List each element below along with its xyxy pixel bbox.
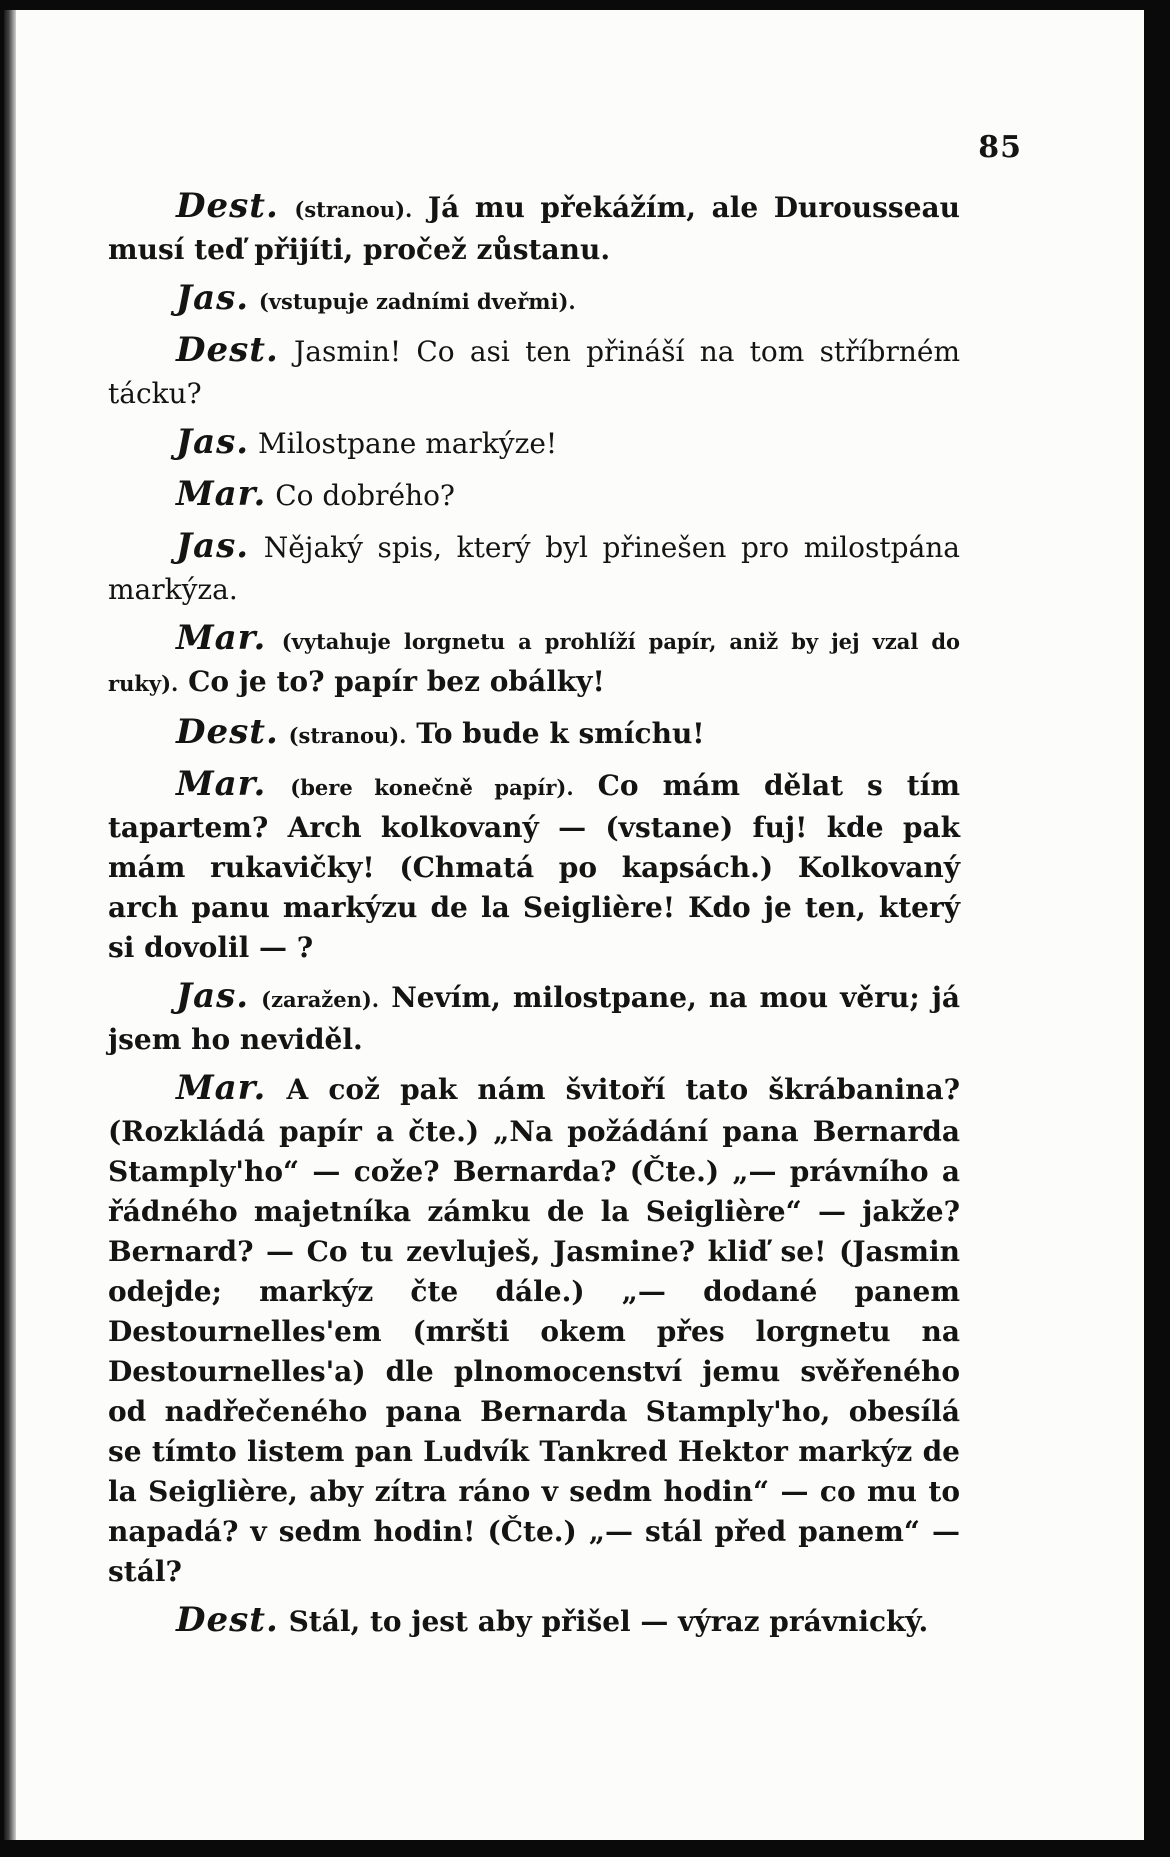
speaker-name: Mar. (176, 474, 267, 514)
speech-text: Co mám dělat s tím tapartem? Arch kolkovaný — (vstane) fuj! kde pak mám rukavičky! (Chmatá po kapsách.) Kolkovaný arch panu markýzu de la Seiglière! Kdo je ten, který si dovolil — ? (108, 769, 960, 964)
speech-text: Milostpane markýze! (258, 427, 558, 460)
speech-line (108, 278, 960, 322)
stage-direction: (zaražen). (261, 987, 380, 1012)
speech-text: To bude k smíchu! (416, 717, 705, 750)
speaker-name: Jas. (176, 526, 250, 566)
speech-line (108, 1600, 960, 1644)
speech-text: Co dobrého? (275, 479, 455, 512)
speaker-name: Mar. (176, 1068, 267, 1108)
speech-text: Nevím, milostpane, na mou věru; já jsem ho neviděl. (108, 981, 961, 1056)
speech-line (108, 712, 960, 756)
speech-line (108, 976, 960, 1060)
speaker-name: Jas. (176, 976, 250, 1016)
stage-direction: (stranou). (288, 723, 407, 748)
stage-direction: (stranou). (294, 197, 413, 222)
speech-line (108, 764, 960, 968)
speech-line (108, 422, 960, 466)
speech-text: Jasmin! Co asi ten přináší na tom stříbrném tácku? (108, 335, 960, 410)
speech-text: Co je to? papír bez obálky! (188, 665, 605, 698)
speaker-name: Dest. (176, 186, 279, 226)
page-gutter-shadow (4, 10, 16, 1840)
dialogue-text (108, 186, 960, 1652)
speech-text: Já mu překážím, ale Durousseau musí teď přijíti, pročež zůstanu. (108, 191, 961, 266)
book-page (4, 10, 1144, 1840)
speech-text: A což pak nám švitoří tato škrábanina? (Rozkládá papír a čte.) „Na požádání pana Bernarda Stamply'ho“ — cože? Bernarda? (Čte.) „— právního a řádného majetníka zámku de la Seiglière“ — jakže? Bernard? — Co tu zevluješ, Jasmine? kliď se! (Jasmin odejde; markýz čte dále.) „— dodané panem Destournelles'em (mršti okem přes lorgnetu na Destournelles'a) dle plnomocenství jemu svěřeného od nadřečeného pana Bernarda Stamply'ho, obesílá se tímto listem pan Ludvík Tankred Hektor markýz de la Seiglière, aby zítra ráno v sedm hodin“ — co mu to napadá? v sedm hodin! (Čte.) „— stál před panem“ — stál? (108, 1073, 960, 1588)
speech-line (108, 526, 960, 610)
speaker-name: Dest. (176, 1600, 279, 1640)
stage-direction: (vstupuje zadními dveřmi). (258, 289, 576, 314)
speech-text: Nějaký spis, který byl přinešen pro milostpána markýza. (108, 531, 960, 606)
speech-text: Stál, to jest aby přišel — výraz právnický. (288, 1605, 929, 1638)
speaker-name: Dest. (176, 330, 279, 370)
stage-direction: (vytahuje lorgnetu a prohlíží papír, aniž by jej vzal do ruky). (108, 629, 961, 696)
speaker-name: Mar. (176, 618, 267, 658)
stage-direction: (bere konečně papír). (290, 775, 574, 800)
speech-line (108, 1068, 960, 1592)
speaker-name: Mar. (176, 764, 267, 804)
speaker-name: Jas. (176, 422, 250, 462)
speaker-name: Jas. (176, 278, 250, 318)
speech-line (108, 618, 960, 704)
speaker-name: Dest. (176, 712, 279, 752)
speech-line (108, 474, 960, 518)
page-number: 85 (978, 130, 1022, 165)
speech-line (108, 330, 960, 414)
speech-line (108, 186, 960, 270)
